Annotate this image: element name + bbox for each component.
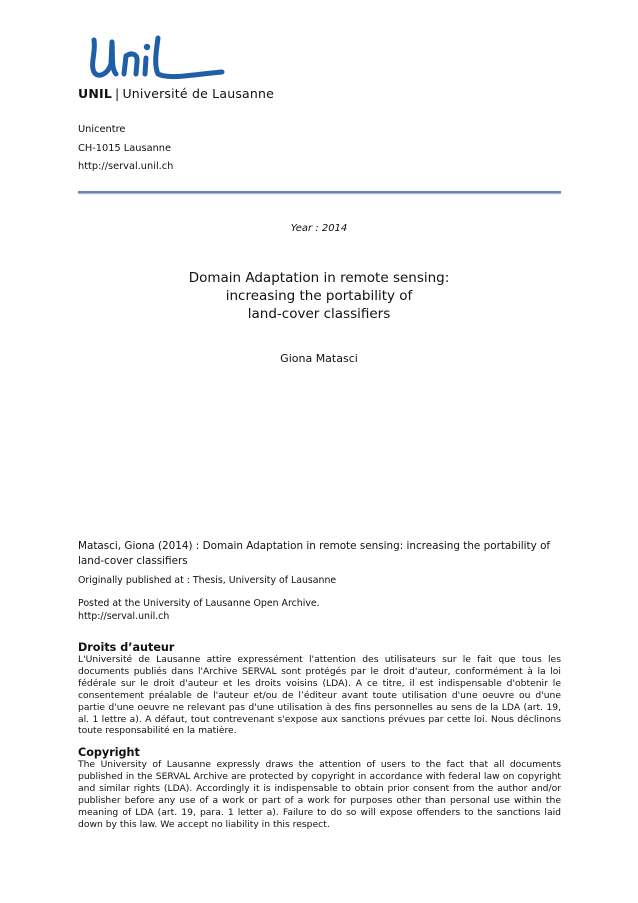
year-line: Year : 2014 — [290, 223, 348, 234]
title-line-3: land-cover classifiers — [247, 306, 391, 322]
published-note: Originally published at : Thesis, University of Lausanne — [78, 575, 337, 586]
unil-logo-icon — [86, 34, 226, 86]
logo-brand: UNIL — [78, 86, 113, 101]
address-line-1: Unicentre — [78, 124, 126, 135]
header-divider — [78, 191, 561, 193]
archive-note-line-1: Posted at the University of Lausanne Open Archive. — [78, 598, 320, 609]
archive-note — [78, 598, 560, 623]
archive-note-line-2: http://serval.unil.ch — [78, 610, 170, 622]
address-line-2: CH-1015 Lausanne — [78, 143, 172, 154]
copyright-paragraph: The University of Lausanne expressly draws the attention of users to the fact that all documents published in the SERVAL Archive are protected by copyright in accordance with federal law on copyright and similar rights (LDA). Accordingly it is indispensable to obtain prior consent from the author and/or publisher before any use of a work or part of a work for purposes other than personal use within the meaning of LDA (art. 19, para. 1 letter a). Failure to do so will expose offenders to the sanctions laid down by this law. We accept no liability in this respect. — [78, 759, 561, 830]
author-name: Giona Matasci — [280, 352, 358, 365]
title-line-1: Domain Adaptation in remote sensing: — [188, 270, 450, 286]
logo-separator: | — [115, 86, 120, 101]
logo-dot — [144, 44, 150, 50]
citation: Matasci, Giona (2014) : Domain Adaptation in remote sensing: increasing the portability of land-cover classifiers — [78, 540, 551, 567]
droits-paragraph: L'Université de Lausanne attire expressément l'attention des utilisateurs sur le fait que tous les documents publiés dans l'Archive SERVAL sont protégés par le droit d'auteur, conformément à la loi fédérale sur le droit d'auteur et les droits voisins (LDA). A ce titre, il est indispensable d'obtenir le consentement préalable de l'auteur et/ou de l’éditeur avant toute utilisation d'une oeuvre ou d'une partie d'une oeuvre ne relevant pas d'une utilisation à des fins personnelles au sens de la LDA (art. 19, al. 1 lettre a). A défaut, tout contrevenant s'expose aux sanctions prévues par cette loi. Nous déclinons toute responsabilité en la matière. — [78, 654, 561, 737]
document-title — [0, 269, 638, 323]
address-line-3: http://serval.unil.ch — [78, 161, 174, 172]
copyright-heading: Copyright — [78, 746, 140, 759]
droits-heading: Droits d’auteur — [78, 641, 175, 654]
logo-institution: Université de Lausanne — [122, 86, 275, 101]
title-line-2: increasing the portability of — [225, 288, 413, 304]
logo-wordmark — [78, 86, 274, 101]
